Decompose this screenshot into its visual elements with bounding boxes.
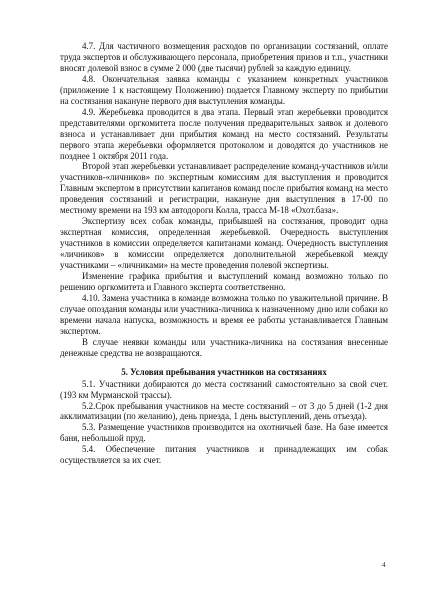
paragraph-expertise: Экспертизу всех собак команды, прибывшей на состязания, проводит одна экспертная комиссия, определенная жеребьевкой. Очередность выступления участников в комиссии определяется капитанами команд. Очередность выступления «личников» в комиссии определяется дополнительной жеребьевкой между участниками – «личниками» на месте проведения полевой экспертизы. — [60, 216, 388, 271]
paragraph-schedule-change: Изменение графика прибытия и выступлений команд возможно только по решению оргкомитета и Главного эксперта соответственно. — [60, 271, 388, 292]
paragraph-4-7: 4.7. Для частичного возмещения расходов по организации состязаний, оплате труда экспертов и обслуживающего персонала, приобретения призов и т.п., участники вносят долевой взнос в сумме 2 000 (две тысячи) рублей за каждую единицу. — [60, 41, 388, 73]
paragraph-5-2: 5.2.Срок пребывания участников на месте состязаний – от 3 до 5 дней (1-2 дня акклиматизации (по желанию), день приезда, 1 день выступлений, день отъезда). — [60, 400, 388, 422]
paragraph-4-9: 4.9. Жеребьевка проводится в два этапа. Первый этап жеребьевки проводится представителями оргкомитета после получения предварительных заявок и долевого взноса и устанавливает дни прибытия команд на место состязаний. Результаты первого этапа жеребьевки оформляется протоколом и доводятся до участников не позднее 1 октября 2011 года. — [60, 106, 388, 161]
section-heading: 5. Условия пребывания участников на состязаниях — [121, 366, 327, 377]
paragraph-5-1: 5.1. Участники добираются до места состязаний самостоятельно за свой счет. (193 км Мурманской трассы). — [60, 378, 388, 400]
paragraph-5-4: 5.4. Обеспечение питания участников и принадлежащих им собак осуществляется за их счет. — [60, 444, 388, 466]
paragraph-5-3: 5.3. Размещение участников производится на охотничьей базе. На базе имеется баня, небольшой пруд. — [60, 422, 388, 444]
paragraph-4-8: 4.8. Окончательная заявка команды с указанием конкретных участников (приложение 1 к настоящему Положению) подается Главному эксперту по прибытии на состязания накануне первого дня выступления команды. — [60, 73, 388, 106]
paragraph-4-10: 4.10. Замена участника в команде возможна только по уважительной причине. В случае опоздания команды или участника-личника к назначенному дню или собаки ко времени начала напуска, возможность и время ее работы устанавливается Главным экспертом. — [60, 292, 388, 336]
paragraph-no-show: В случае неявки команды или участника-личника на состязания внесенные денежные средства не возвращаются. — [60, 336, 388, 358]
paragraph-draw-second-stage: Второй этап жеребьевки устанавливает распределение команд-участников и/или участников-«личников» по экспертным комиссиям для выступления и проводится Главным экспертом в присутствии капитанов команд после прибытия команд на место проведения состязаний и регистрации, накануне дня выступления в 17-00 по местному времени на 193 км автодороги Колла, трасса М-18 «Охот.база». — [60, 161, 388, 216]
page-number: 4 — [382, 561, 386, 569]
page-content — [60, 41, 388, 466]
